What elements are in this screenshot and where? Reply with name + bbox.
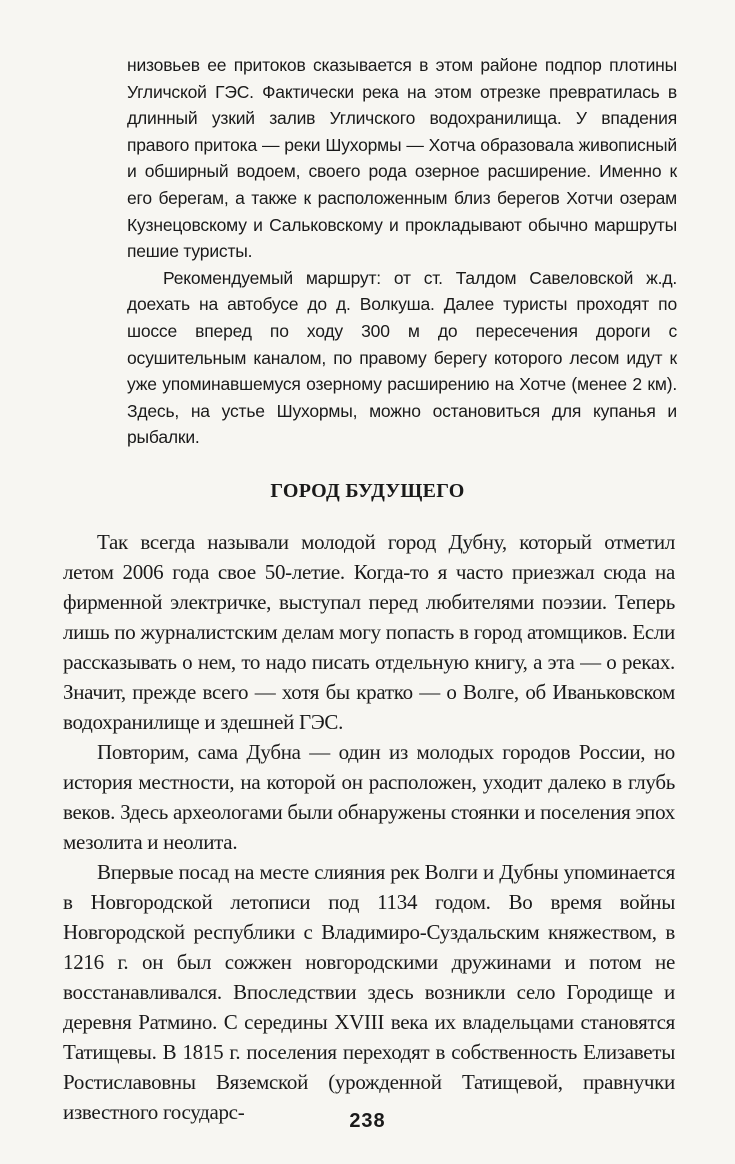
body-paragraph: Впервые посад на месте слияния рек Волги и Дубны упоминается в Новгородской летописи под 1134 годом. Во время войны Новгородской республики с Владимиро-Суздальским княжеством, в 1216 г. он был сожжен новгородскими дружинами и потом не восстанавливался. Впоследствии здесь возникли село Городище и деревня Ратмино. С середины XVIII века их владельцами становятся Татищевы. В 1815 г. поселения переходят в собственность Елизаветы Ростиславовны Вяземской (урожденной Татищевой, правнучки известного государс- xyxy=(63,860,675,1124)
page-number: 238 xyxy=(349,1110,386,1132)
body-paragraph: Так всегда называли молодой город Дубну, который отметил летом 2006 года свое 50-летие. Когда-то я часто приезжал сюда на фирменной электричке, выступал перед любителями поэзии. Теперь лишь по журналистским делам могу попасть в город атомщиков. Если рассказывать о нем, то надо писать отдельную книгу, а эта — о реках. Значит, прежде всего — хотя бы кратко — о Волге, об Иваньковском водохранилище и здешней ГЭС. xyxy=(63,530,675,734)
route-paragraph: Рекомендуемый маршрут: от ст. Талдом Савеловской ж.д. доехать на автобусе до д. Волкуша. Далее туристы проходят по шоссе вперед по ходу 300 м до пересечения дороги с осушительным каналом, по правому берегу которого лесом идут к уже упоминавшемуся озерному расширению на Хотче (менее 2 км). Здесь, на устье Шухормы, можно остановиться для купанья и рыбалки. xyxy=(127,267,677,448)
body-paragraph: Повторим, сама Дубна — один из молодых городов России, но история местности, на которой он расположен, уходит далеко в глубь веков. Здесь археологами были обнаружены стоянки и поселения эпох мезолита и неолита. xyxy=(63,740,675,854)
main-text-block xyxy=(63,527,675,1127)
intro-paragraph: низовьев ее притоков сказывается в этом районе подпор плотины Угличской ГЭС. Фактически река на этом отрезке превратилась в длинный узкий залив Угличского водохранилища. У впадения правого притока — реки Шухормы — Хотча образовала живописный и обширный водоем, своего рода озерное расширение. Именно к его берегам, а также к расположенным близ берегов Хотчи озерам Кузнецовскому и Сальковскому и прокладывают обычно маршруты пешие туристы. xyxy=(127,55,677,262)
intro-text-block xyxy=(127,52,677,451)
section-heading: ГОРОД БУДУЩЕГО xyxy=(270,480,465,502)
